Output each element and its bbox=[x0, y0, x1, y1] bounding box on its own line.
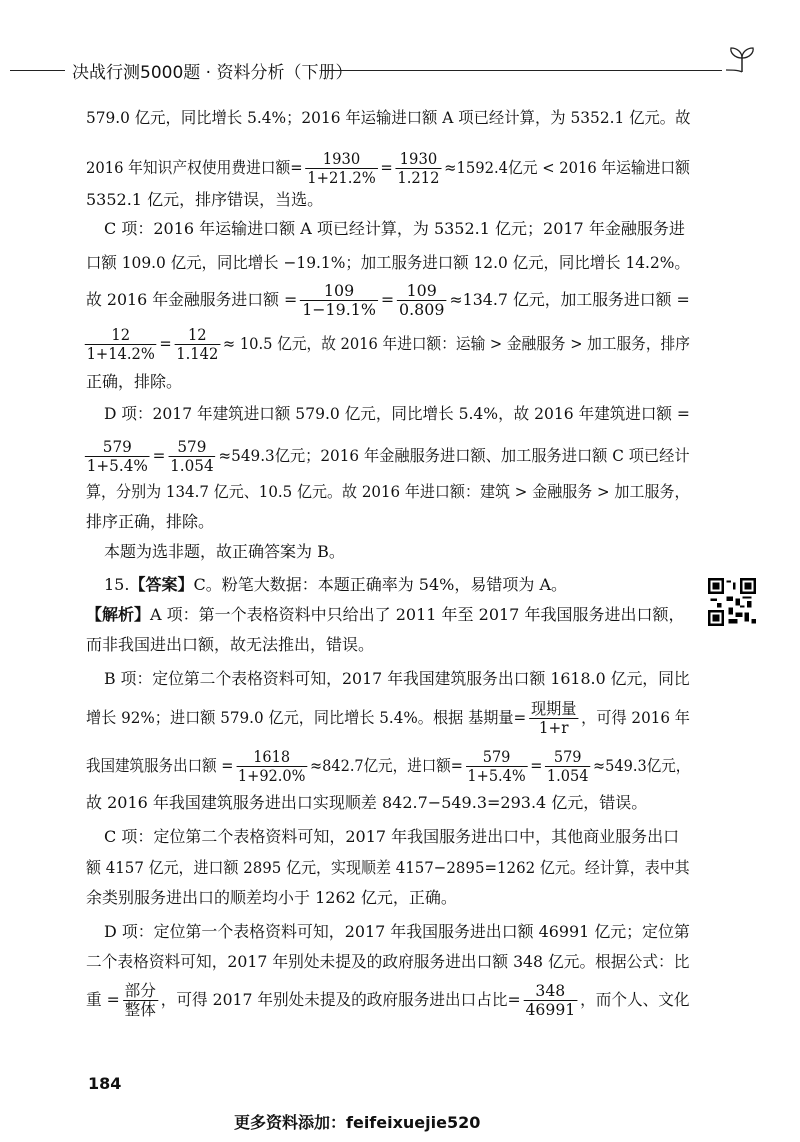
denominator: 1+r bbox=[538, 718, 569, 737]
text-line: 额 4157 亿元，进口额 2895 亿元，实现顺差 4157−2895=1262 亿元。经计算，表中其 bbox=[86, 858, 690, 877]
numerator: 579 bbox=[168, 438, 215, 457]
numerator: 109 bbox=[397, 282, 446, 301]
header-rule-left bbox=[10, 70, 65, 71]
denominator: 1+92.0% bbox=[237, 766, 306, 785]
text-line: 本题为选非题，故正确答案为 B。 bbox=[104, 542, 345, 561]
numerator: 1930 bbox=[305, 150, 377, 169]
denominator: 1.054 bbox=[546, 766, 589, 785]
sprout-icon bbox=[722, 40, 762, 80]
denominator: 1.054 bbox=[170, 456, 214, 475]
text-span: ≈842.7亿元，进口额= bbox=[309, 756, 463, 775]
running-header-title: 决战行测5000题 · 资料分析（下册） bbox=[72, 63, 353, 83]
text-line: C 项：2016 年运输进口额 A 项已经计算，为 5352.1 亿元；2017 年金融服务进 bbox=[104, 219, 685, 238]
fraction bbox=[529, 700, 578, 737]
denominator: 1+14.2% bbox=[86, 344, 155, 363]
text-span: 2016 年知识产权使用费进口额= bbox=[86, 158, 303, 177]
footer-note: 更多资料添加：feifeixuejie520 bbox=[234, 1113, 481, 1132]
text-line bbox=[86, 605, 684, 625]
text-span: = bbox=[380, 158, 393, 177]
text-span: 我国建筑服务出口额 = bbox=[86, 756, 234, 775]
text-line: 5352.1 亿元，排序错误，当选。 bbox=[86, 190, 324, 209]
fraction bbox=[174, 326, 220, 363]
denominator: 46991 bbox=[525, 1000, 576, 1019]
text-span: = bbox=[159, 334, 172, 353]
text-span: 重 = bbox=[86, 990, 120, 1009]
text-line bbox=[104, 575, 567, 595]
denominator: 1+5.4% bbox=[467, 766, 526, 785]
fraction bbox=[168, 438, 215, 475]
denominator: 整体 bbox=[124, 1000, 156, 1019]
analysis-label: 【解析】 bbox=[86, 605, 151, 624]
fraction bbox=[300, 282, 378, 319]
fraction bbox=[123, 982, 158, 1019]
text-line: C 项：定位第二个表格资料可知，2017 年我国服务进出口中，其他商业服务出口 bbox=[104, 827, 680, 846]
text-span: = bbox=[380, 290, 395, 309]
numerator: 12 bbox=[85, 326, 157, 345]
fraction bbox=[236, 748, 307, 785]
text-line: 算，分别为 134.7 亿元、10.5 亿元。故 2016 年进口额：建筑 > 金融服务 > 加工服务， bbox=[86, 482, 690, 501]
fraction bbox=[85, 326, 157, 363]
text-line bbox=[86, 150, 690, 187]
page-number: 184 bbox=[88, 1074, 122, 1093]
text-span: ，可得 2017 年别处未提及的政府服务进出口占比= bbox=[160, 990, 521, 1009]
text-span: ，而个人、文化 bbox=[580, 990, 690, 1009]
denominator: 0.809 bbox=[399, 300, 445, 319]
text-span: A 项：第一个表格资料中只给出了 2011 年至 2017 年我国服务进出口额， bbox=[150, 605, 685, 624]
text-span: ，可得 2016 年 bbox=[581, 708, 690, 727]
text-line: 正确，排除。 bbox=[86, 372, 183, 391]
fraction bbox=[466, 748, 528, 785]
text-line bbox=[86, 748, 690, 785]
text-line bbox=[82, 326, 690, 363]
text-span: 增长 92%；进口额 579.0 亿元，同比增长 5.4%。根据 基期量= bbox=[86, 708, 527, 727]
text-span: ≈549.3亿元， bbox=[593, 756, 691, 775]
denominator: 1+21.2% bbox=[307, 168, 376, 187]
numerator: 部分 bbox=[124, 981, 156, 1000]
numerator: 109 bbox=[300, 282, 378, 301]
denominator: 1+5.4% bbox=[86, 456, 148, 475]
numerator: 1930 bbox=[395, 150, 441, 169]
text-line bbox=[86, 282, 690, 319]
question-number: 15. bbox=[104, 575, 130, 594]
answer-label: 【答案】 bbox=[129, 575, 194, 594]
text-line: D 项：定位第一个表格资料可知，2017 年我国服务进出口额 46991 亿元；定位第 bbox=[104, 922, 690, 941]
text-line: 排序正确，排除。 bbox=[86, 512, 215, 531]
qr-code-icon[interactable] bbox=[708, 578, 756, 626]
text-line: 故 2016 年我国建筑服务进出口实现顺差 842.7−549.3=293.4 亿元，错误。 bbox=[86, 793, 648, 812]
fraction bbox=[395, 150, 441, 187]
text-span: ≈1592.4亿元 < 2016 年运输进口额 bbox=[444, 158, 690, 177]
text-span: = bbox=[530, 756, 543, 775]
text-line: D 项：2017 年建筑进口额 579.0 亿元，同比增长 5.4%，故 2016 年建筑进口额 = bbox=[104, 404, 690, 423]
text-line bbox=[86, 700, 690, 737]
text-line: B 项：定位第二个表格资料可知，2017 年我国建筑服务出口额 1618.0 亿元，同比 bbox=[104, 669, 690, 688]
numerator: 现期量 bbox=[530, 699, 577, 718]
denominator: 1.142 bbox=[176, 344, 219, 363]
text-span: = bbox=[152, 446, 166, 465]
numerator: 1618 bbox=[236, 748, 307, 767]
text-line: 口额 109.0 亿元，同比增长 −19.1%；加工服务进口额 12.0 亿元，同比增长 14.2%。 bbox=[86, 253, 690, 272]
text-span: C。粉笔大数据：本题正确率为 54%，易错项为 A。 bbox=[193, 575, 568, 594]
fraction bbox=[397, 282, 446, 319]
numerator: 579 bbox=[466, 748, 528, 767]
numerator: 348 bbox=[524, 982, 578, 1001]
text-span: ≈ 10.5 亿元，故 2016 年进口额：运输 > 金融服务 > 加工服务，排序 bbox=[222, 334, 690, 353]
text-span: 故 2016 年金融服务进口额 = bbox=[86, 290, 298, 309]
denominator: 1−19.1% bbox=[302, 300, 376, 319]
header-rule-right bbox=[322, 70, 722, 71]
text-line: 余类别服务进出口的顺差均小于 1262 亿元，正确。 bbox=[86, 888, 457, 907]
fraction bbox=[85, 438, 150, 475]
text-line: 二个表格资料可知，2017 年别处未提及的政府服务进出口额 348 亿元。根据公式：比 bbox=[86, 952, 690, 971]
text-line bbox=[82, 438, 690, 475]
text-line bbox=[86, 982, 690, 1019]
fraction bbox=[524, 982, 578, 1019]
numerator: 12 bbox=[174, 326, 220, 345]
fraction bbox=[305, 150, 377, 187]
text-span: ≈134.7 亿元，加工服务进口额 = bbox=[449, 290, 690, 309]
text-line: 而非我国进出口额，故无法推出，错误。 bbox=[86, 635, 375, 654]
numerator: 579 bbox=[85, 438, 150, 457]
text-span: ≈549.3亿元；2016 年金融服务进口额、加工服务进口额 C 项已经计 bbox=[218, 446, 690, 465]
text-line: 579.0 亿元，同比增长 5.4%；2016 年运输进口额 A 项已经计算，为 5352.1 亿元。故 bbox=[86, 108, 691, 127]
fraction bbox=[545, 748, 590, 785]
denominator: 1.212 bbox=[397, 168, 440, 187]
numerator: 579 bbox=[545, 748, 590, 767]
